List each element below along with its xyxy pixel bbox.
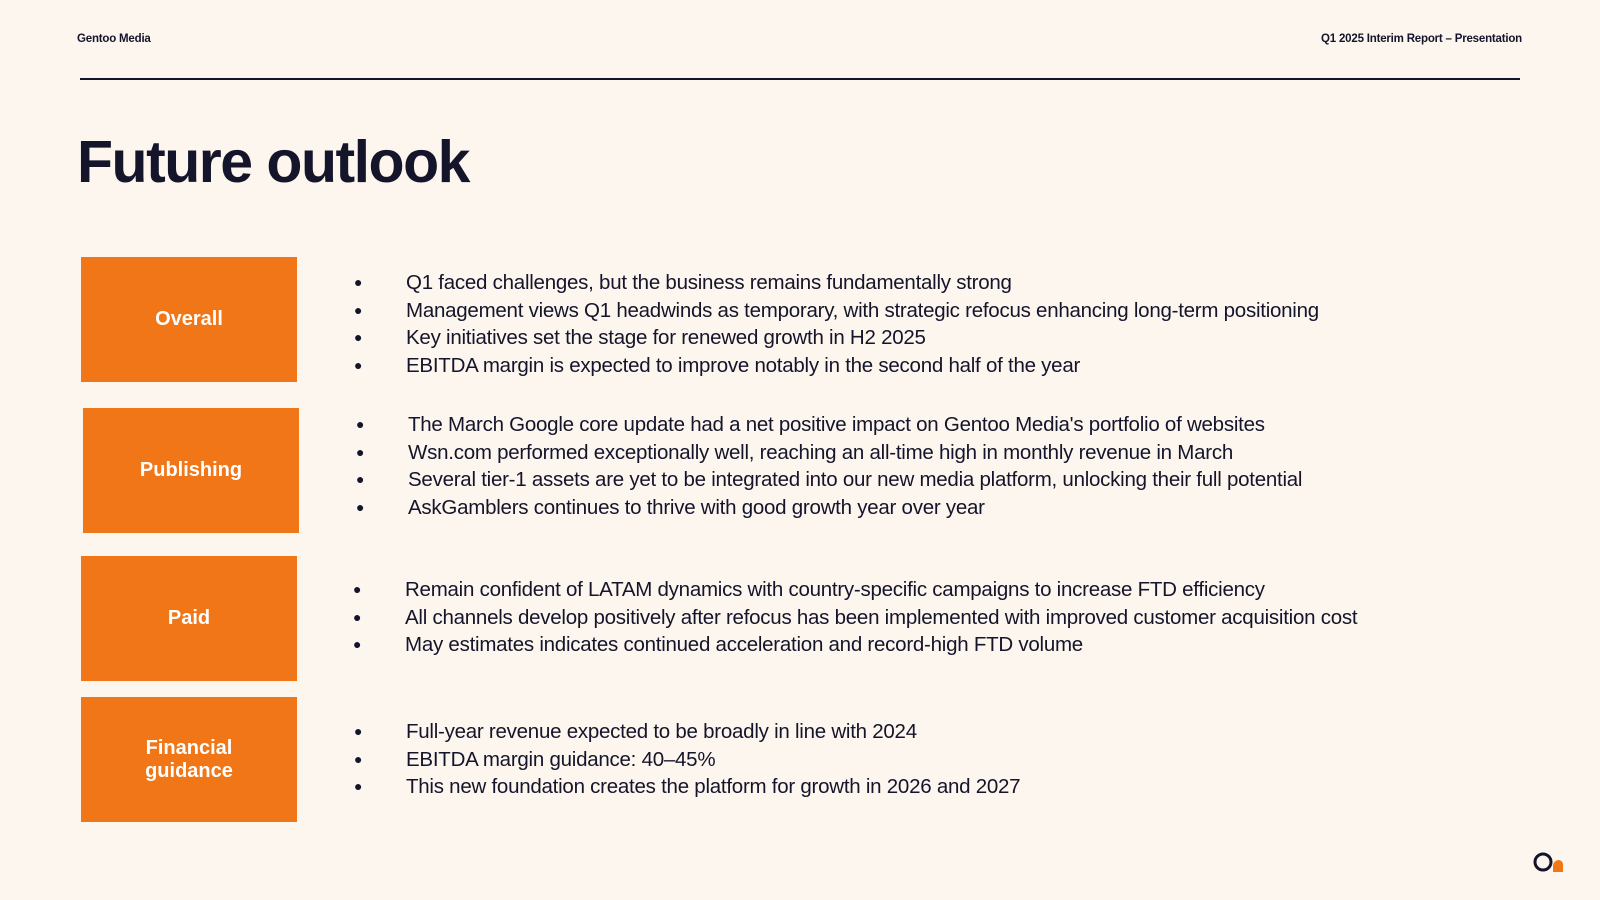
list-item: ● Several tier-1 assets are yet to be integrated into our new media platform, unlocking their full potential <box>356 466 1302 494</box>
bullet-icon: ● <box>354 750 363 767</box>
company-name: Gentoo Media <box>77 33 151 45</box>
list-item: ● Wsn.com performed exceptionally well, reaching an all-time high in monthly revenue in March <box>356 439 1302 467</box>
section-label-publishing: Publishing <box>83 408 299 533</box>
header-divider <box>80 78 1520 80</box>
bullet-icon: ● <box>356 498 365 515</box>
bullet-icon: ● <box>356 416 365 432</box>
page-title: Future outlook <box>77 129 469 195</box>
list-item: ● EBITDA margin guidance: 40–45% <box>354 746 1020 774</box>
list-item: ● EBITDA margin is expected to improve notably in the second half of the year <box>354 352 1319 380</box>
list-item: ● Q1 faced challenges, but the business remains fundamentally strong <box>354 269 1319 297</box>
list-item: ● This new foundation creates the platform for growth in 2026 and 2027 <box>354 773 1020 801</box>
bullet-icon: ● <box>353 636 362 652</box>
list-item: ● May estimates indicates continued acceleration and record-high FTD volume <box>353 631 1357 659</box>
section-label-paid: Paid <box>81 556 297 681</box>
bullet-icon: ● <box>356 471 365 487</box>
overall-bullet-list <box>354 269 1319 379</box>
list-item: ● Key initiatives set the stage for renewed growth in H2 2025 <box>354 324 1319 352</box>
section-label-financial-guidance <box>81 697 297 822</box>
bullet-icon: ● <box>354 274 363 290</box>
bullet-icon: ● <box>354 301 363 318</box>
bullet-icon: ● <box>353 581 362 597</box>
list-item: ● All channels develop positively after refocus has been implemented with improved customer acquisition cost <box>353 604 1357 632</box>
bullet-icon: ● <box>354 356 363 373</box>
list-item: ● Remain confident of LATAM dynamics with country-specific campaigns to increase FTD efficiency <box>353 576 1357 604</box>
publishing-bullet-list <box>356 411 1302 521</box>
list-item: ● Full-year revenue expected to be broadly in line with 2024 <box>354 718 1020 746</box>
bullet-icon: ● <box>354 778 363 794</box>
bullet-icon: ● <box>353 608 362 625</box>
report-title: Q1 2025 Interim Report – Presentation <box>1321 33 1522 45</box>
bullet-icon: ● <box>354 723 363 739</box>
section-label-line: guidance <box>145 759 233 782</box>
section-label-overall: Overall <box>81 257 297 382</box>
section-label-line: Financial <box>145 736 233 759</box>
bullet-icon: ● <box>354 329 363 345</box>
bullet-icon: ● <box>356 443 365 460</box>
gentoo-logo-icon <box>1533 850 1563 874</box>
list-item: ● Management views Q1 headwinds as temporary, with strategic refocus enhancing long-term positioning <box>354 297 1319 325</box>
financial-guidance-bullet-list <box>354 718 1020 801</box>
paid-bullet-list <box>353 576 1357 659</box>
list-item: ● AskGamblers continues to thrive with good growth year over year <box>356 494 1302 522</box>
list-item: ● The March Google core update had a net positive impact on Gentoo Media's portfolio of websites <box>356 411 1302 439</box>
